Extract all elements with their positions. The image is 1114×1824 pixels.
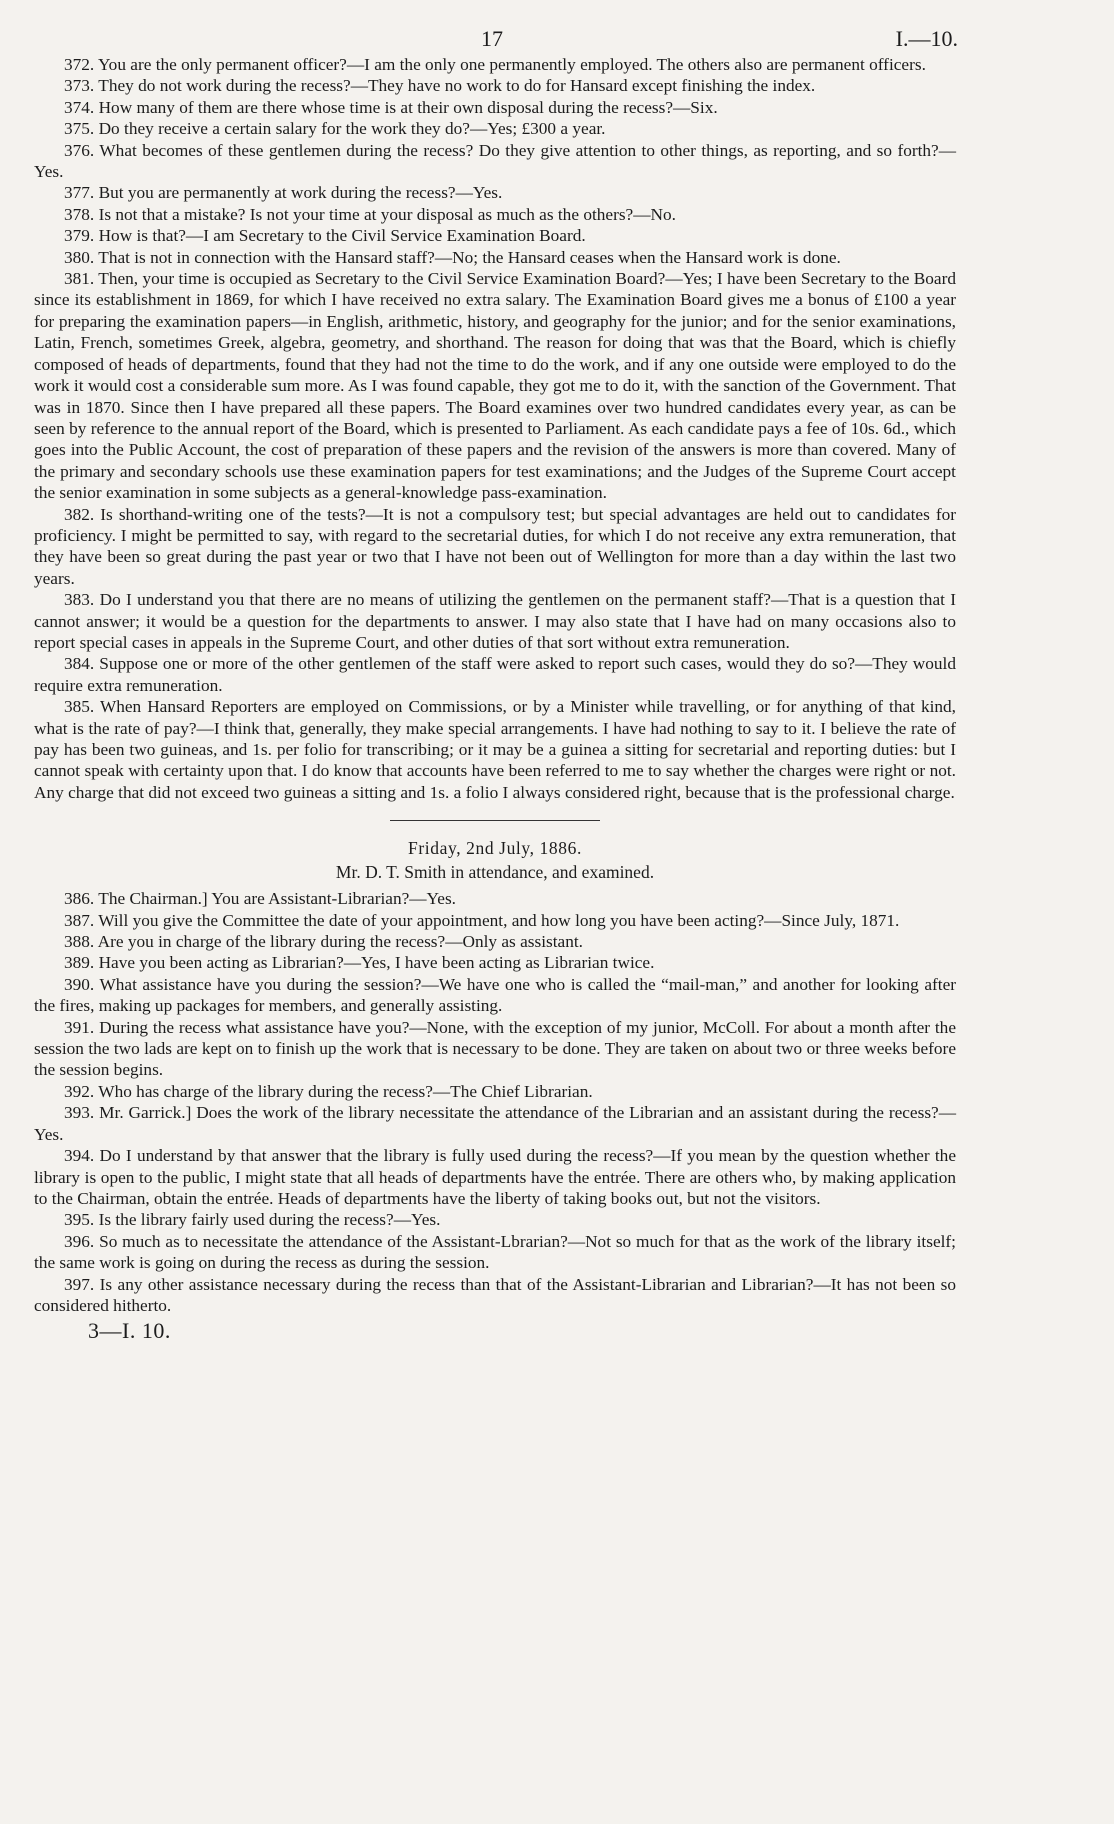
evidence-paragraph (34, 118, 956, 139)
question-number: 396. (64, 1231, 95, 1251)
evidence-paragraph (34, 54, 956, 75)
evidence-paragraph (34, 1209, 956, 1230)
question-number: 382. (64, 504, 95, 524)
evidence-paragraph (34, 247, 956, 268)
question-number: 388. (64, 932, 95, 952)
question-text: Then, your time is occupied as Secretary to the Civil Service Examination Board?—Yes; I have been Secretary to the Board since its establishment in 1869, for which I have received no extra salary. The Examination Board gives me a bonus of £100 a year for preparing the examination papers—in English, arithmetic, history, and geography for the junior; and for the senior examinations, Latin, French, sometimes Greek, algebra, geometry, and shorthand. The reason for doing that was that the Board, which is chiefly composed of heads of departments, found that they had not the time to do the work, and if any one outside were employed to do the work it would cost a considerable sum more. As I was found capable, they got me to do it, with the sanction of the Government. That was in 1870. Since then I have prepared all these papers. The Board examines over two hundred candidates every year, as can be seen by reference to the annual report of the Board, which is presented to Parliament. As each candidate pays a fee of 10s. 6d., which goes into the Public Account, the cost of preparation of these papers and the revision of the answers is more than covered. Many of the primary and secondary schools use these examination papers for test examinations; and the Judges of the Supreme Court accept the senior examination in some subjects as a general-knowledge pass-examination. (34, 269, 956, 503)
printer-signature: 3—I. 10. (88, 1318, 171, 1344)
evidence-paragraph (34, 974, 956, 1017)
evidence-paragraph (34, 1017, 956, 1081)
question-text: Is not that a mistake? Is not your time at your disposal as much as the others?—No. (98, 204, 676, 224)
evidence-paragraph (34, 140, 956, 183)
question-text: Suppose one or more of the other gentlemen of the staff were asked to report such cases, would they do so?—They would require extra remuneration. (34, 654, 956, 695)
evidence-paragraph (34, 268, 956, 503)
question-number: 386. (64, 889, 95, 909)
question-number: 376. (64, 140, 95, 160)
question-number: 394. (64, 1146, 95, 1166)
question-number: 379. (64, 226, 95, 246)
question-text: When Hansard Reporters are employed on Commissions, or by a Minister while travelling, or for anything of that kind, what is the rate of pay?—I think that, generally, they make special arrangements. I have had nothing to say to it. I believe the rate of pay has been two guineas, and 1s. per folio for transcribing; or it may be a guinea a sitting for secretarial and reporting duties: but I cannot speak with certainty upon that. I do know that accounts have been referred to me to say whether the charges were right or not. Any charge that did not exceed two guineas a sitting and 1s. a folio I always considered right, because that is the professional charge. (34, 697, 956, 802)
question-number: 392. (64, 1081, 95, 1101)
evidence-paragraph (34, 696, 956, 803)
question-number: 378. (64, 204, 95, 224)
question-text: That is not in connection with the Hansard staff?—No; the Hansard ceases when the Hansard work is done. (98, 247, 841, 267)
question-text: What assistance have you during the session?—We have one who is called the “mail-man,” and another for looking after the fires, making up packages for members, and generally assisting. (34, 974, 956, 1016)
question-number: 372. (64, 55, 95, 74)
evidence-paragraph (34, 589, 956, 653)
section-divider (390, 820, 600, 821)
question-text: During the recess what assistance have you?—None, with the exception of my junior, McColl. For about a month after the session the two lads are kept on to finish up the work that is necessary to be done. They are taken on about two or three weeks before the session begins. (34, 1017, 956, 1080)
question-text: Do I understand you that there are no means of utilizing the gentlemen on the permanent staff?—That is a question that I cannot answer; it would be a question for the departments to answer. I may also state that I have had on many occasions also to report special cases in appeals in the Supreme Court, and other duties of that sort without extra remuneration. (34, 590, 957, 652)
evidence-section-1 (34, 54, 956, 803)
question-number: 381. (64, 269, 95, 289)
question-number: 380. (64, 247, 95, 267)
question-number: 390. (64, 974, 95, 994)
question-text: Is the library fairly used during the recess?—Yes. (98, 1210, 441, 1230)
question-text: You are the only permanent officer?—I am the only one permanently employed. The others also are permanent officers. (97, 55, 926, 74)
evidence-paragraph (34, 97, 956, 118)
page-header (34, 20, 956, 54)
page-number: 17 (481, 26, 503, 51)
evidence-paragraph (34, 653, 956, 696)
evidence-paragraph (34, 225, 956, 246)
question-text: Is shorthand-writing one of the tests?—It is not a compulsory test; but special advantages are held out to candidates for proficiency. I might be permitted to say, with regard to the secretarial duties, for which I do not receive any extra remuneration, that they have been so great during the past year or two that I have not been out of Wellington for more than a day within the last two years. (34, 504, 956, 588)
question-text: Do I understand by that answer that the library is fully used during the recess?—If you mean by the question whether the library is open to the public, I might state that all heads of departments have the entrée. There are others who, by making application to the Chairman, obtain the entrée. Heads of departments have the liberty of taking books out, but not the visitors. (34, 1146, 956, 1208)
document-reference: I.—10. (895, 26, 958, 51)
question-number: 384. (64, 654, 95, 674)
question-number: 387. (64, 910, 95, 930)
question-text: Are you in charge of the library during the recess?—Only as assistant. (97, 932, 583, 952)
evidence-paragraph (34, 504, 956, 590)
attendance-text: Mr. D. T. Smith in attendance, and examined. (335, 862, 655, 883)
question-text: Will you give the Committee the date of your appointment, and how long you have been acting?—Since July, 1871. (98, 910, 900, 930)
evidence-paragraph (34, 1231, 956, 1274)
question-number: 373. (64, 76, 95, 96)
evidence-paragraph (34, 888, 956, 909)
evidence-paragraph (34, 931, 956, 952)
question-number: 377. (64, 183, 95, 203)
evidence-paragraph (34, 910, 956, 931)
witness-attendance (34, 860, 956, 884)
evidence-paragraph (34, 1102, 956, 1145)
question-number: 374. (64, 97, 95, 117)
question-text: Is any other assistance necessary during the recess than that of the Assistant-Librarian and Librarian?—It has not been so considered hitherto. (34, 1274, 956, 1315)
question-number: 375. (64, 119, 95, 139)
evidence-paragraph (34, 1274, 956, 1317)
session-date-text: Friday, 2nd July, 1886. (408, 838, 582, 859)
question-number: 393. (64, 1103, 95, 1123)
question-number: 397. (64, 1274, 95, 1294)
evidence-paragraph (34, 75, 956, 96)
evidence-paragraph (34, 952, 956, 973)
question-text: What becomes of these gentlemen during the recess? Do they give attention to other things, as reporting, and so forth?—Yes. (34, 140, 956, 182)
evidence-section-2 (34, 888, 956, 1316)
question-number: 385. (64, 697, 95, 717)
question-number: 391. (64, 1017, 95, 1037)
document-page (34, 20, 956, 1344)
question-number: 395. (64, 1210, 95, 1230)
question-number: 383. (64, 590, 95, 610)
evidence-paragraph (34, 182, 956, 203)
session-date (34, 836, 956, 860)
question-number: 389. (64, 953, 95, 973)
evidence-paragraph (34, 1081, 956, 1102)
question-text: They do not work during the recess?—They have no work to do for Hansard except finishing the index. (98, 76, 816, 96)
question-text: Mr. Garrick.] Does the work of the library necessitate the attendance of the Librarian and an assistant during the recess?—Yes. (34, 1103, 956, 1144)
question-text: But you are permanently at work during the recess?—Yes. (98, 183, 503, 203)
question-text: Who has charge of the library during the recess?—The Chief Librarian. (98, 1081, 593, 1101)
question-text: How many of them are there whose time is at their own disposal during the recess?—Six. (98, 97, 718, 117)
question-text: How is that?—I am Secretary to the Civil Service Examination Board. (98, 226, 586, 246)
evidence-paragraph (34, 1145, 956, 1209)
question-text: The Chairman.] You are Assistant-Librarian?—Yes. (98, 889, 456, 909)
evidence-paragraph (34, 204, 956, 225)
question-text: So much as to necessitate the attendance of the Assistant-Lbrarian?—Not so much for that as the work of the library itself; the same work is going on during the recess as during the session. (34, 1231, 956, 1273)
question-text: Have you been acting as Librarian?—Yes, I have been acting as Librarian twice. (98, 953, 655, 973)
question-text: Do they receive a certain salary for the work they do?—Yes; £300 a year. (98, 119, 606, 139)
